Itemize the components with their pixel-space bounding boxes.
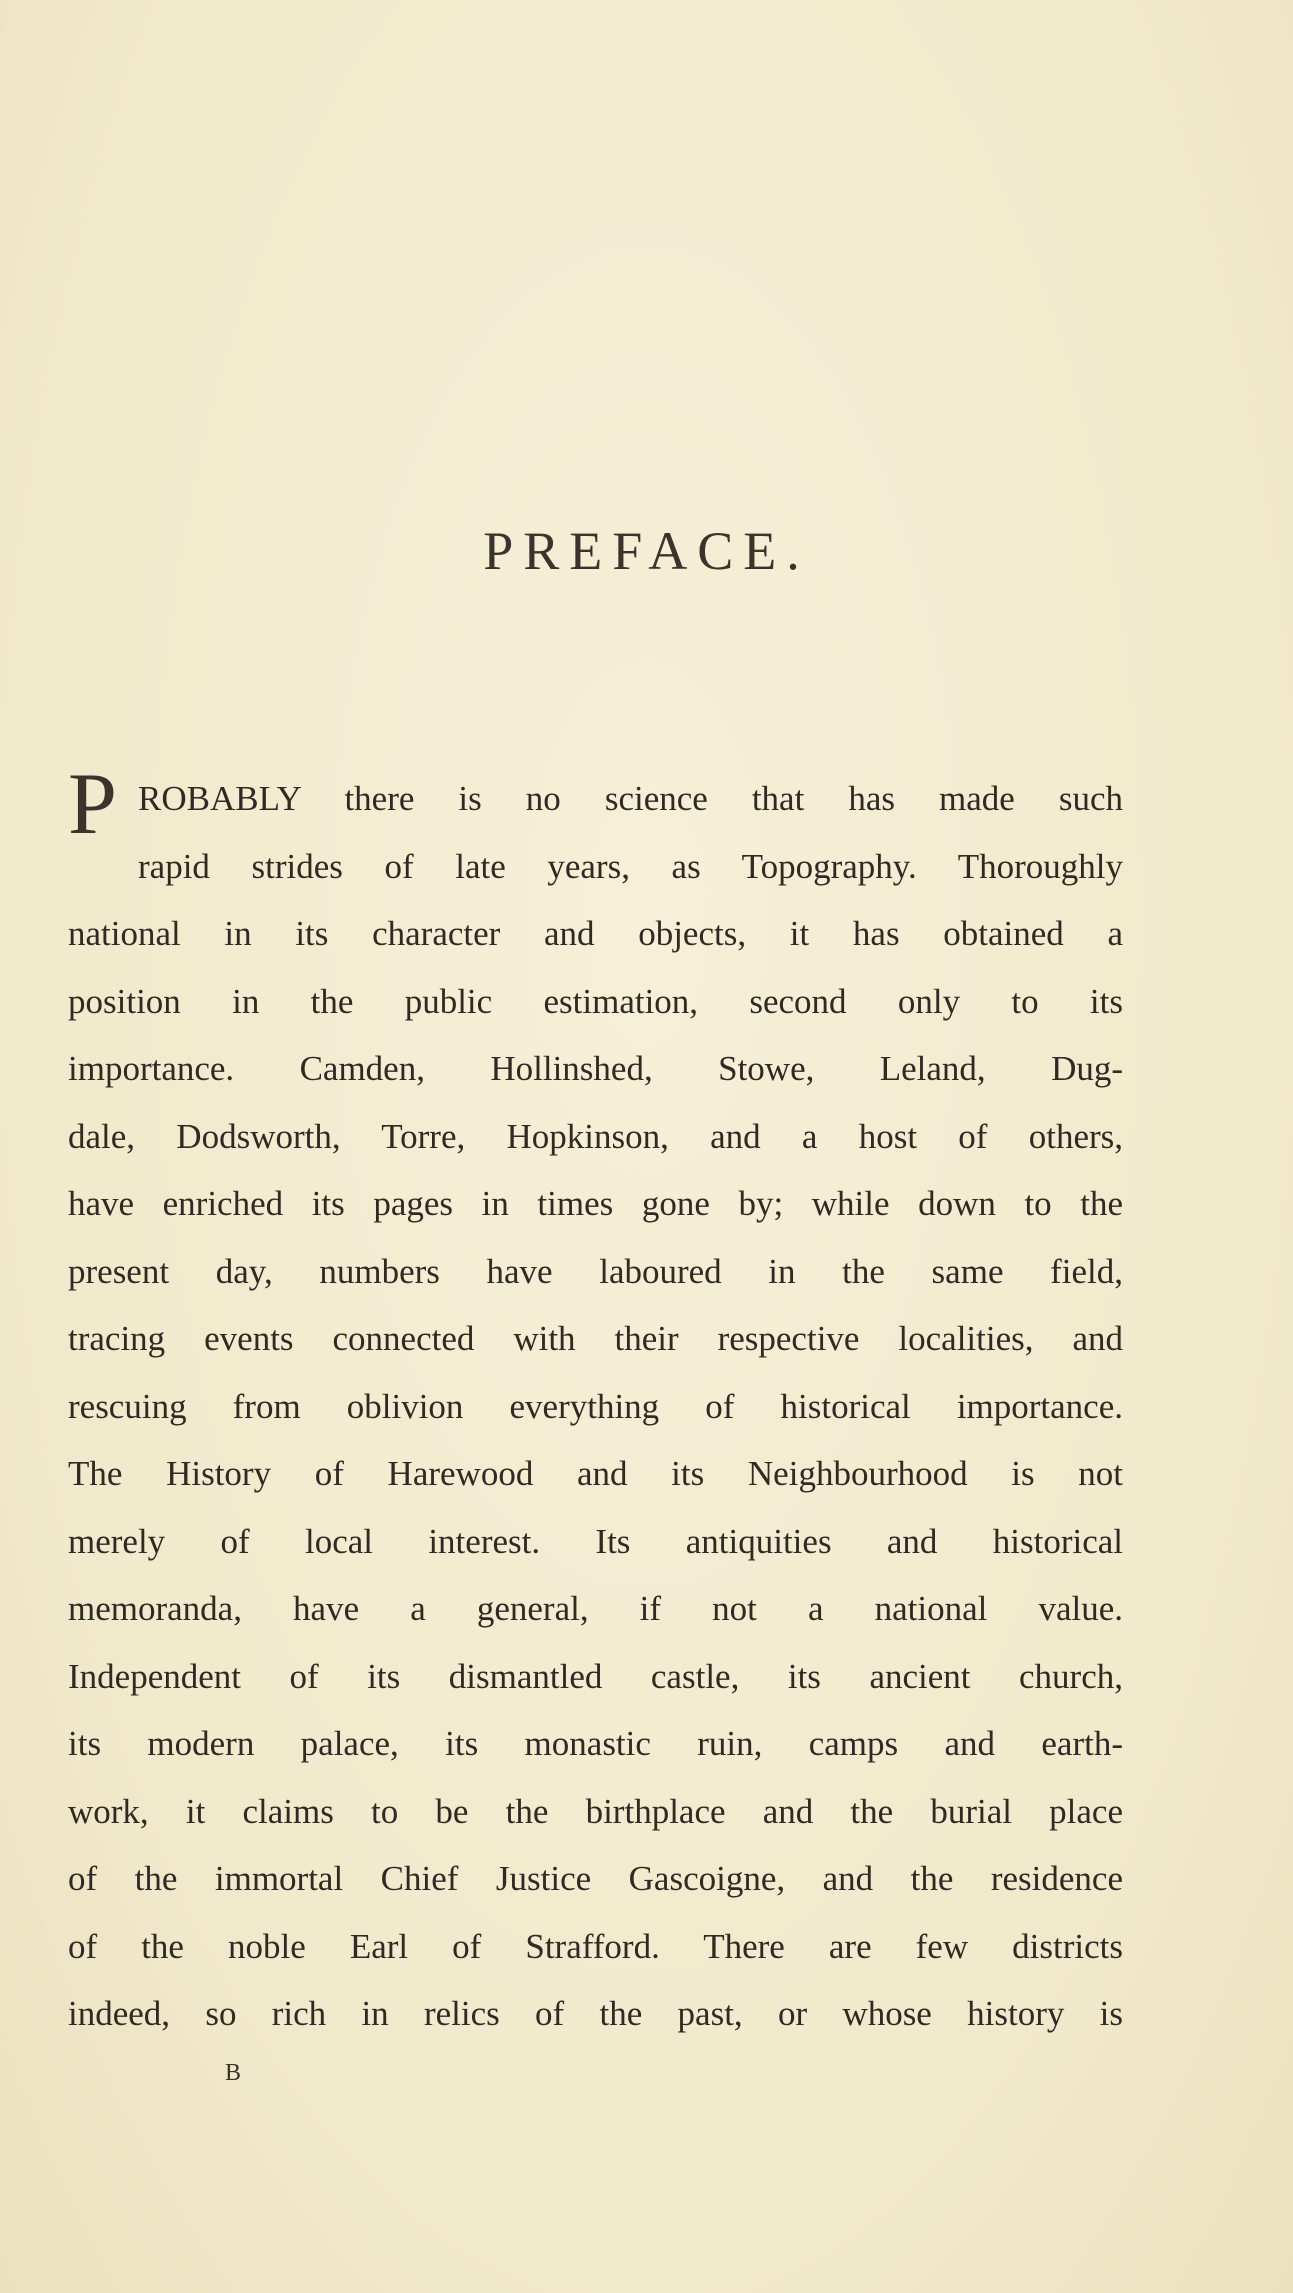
text-line-1-content: ROBABLY there is no science that has made such xyxy=(138,779,1123,818)
drop-cap: P xyxy=(68,756,117,853)
text-line-17: of the immortal Chief Justice Gascoigne, and the residence xyxy=(68,1859,1123,1898)
text-line-19: indeed, so rich in relics of the past, or whose history is xyxy=(68,1994,1123,2033)
text-line-14: Independent of its dismantled castle, its ancient church, xyxy=(68,1656,1123,1696)
text-line-5: importance. Camden, Hollinshed, Stowe, Leland, Dug- xyxy=(68,1049,1123,1088)
text-line-2: rapid strides of late years, as Topography. Thoroughly xyxy=(138,846,1123,886)
text-line-8: present day, numbers have laboured in the same field, xyxy=(68,1251,1123,1291)
preface-body xyxy=(68,756,1123,2048)
text-line-6: dale, Dodsworth, Torre, Hopkinson, and a host of others, xyxy=(68,1116,1123,1156)
text-line-4: position in the public estimation, second only to its xyxy=(68,981,1123,1021)
text-line-18: of the noble Earl of Strafford. There are few districts xyxy=(68,1926,1123,1966)
text-line-10: rescuing from oblivion everything of historical importance. xyxy=(68,1386,1123,1426)
text-line-1 xyxy=(68,756,1123,853)
text-line-11: The History of Harewood and its Neighbourhood is not xyxy=(68,1454,1123,1493)
page-title: PREFACE. xyxy=(483,521,810,581)
text-line-3: national in its character and objects, it has obtained a xyxy=(68,914,1123,953)
text-line-9: tracing events connected with their respective localities, and xyxy=(68,1319,1123,1358)
signature-mark: B xyxy=(225,2060,243,2086)
text-line-13: memoranda, have a general, if not a national value. xyxy=(68,1589,1123,1628)
text-line-7: have enriched its pages in times gone by; while down to the xyxy=(68,1184,1123,1223)
text-line-15: its modern palace, its monastic ruin, camps and earth- xyxy=(68,1724,1123,1763)
text-line-16: work, it claims to be the birthplace and the burial place xyxy=(68,1791,1123,1831)
text-line-12: merely of local interest. Its antiquities and historical xyxy=(68,1521,1123,1561)
